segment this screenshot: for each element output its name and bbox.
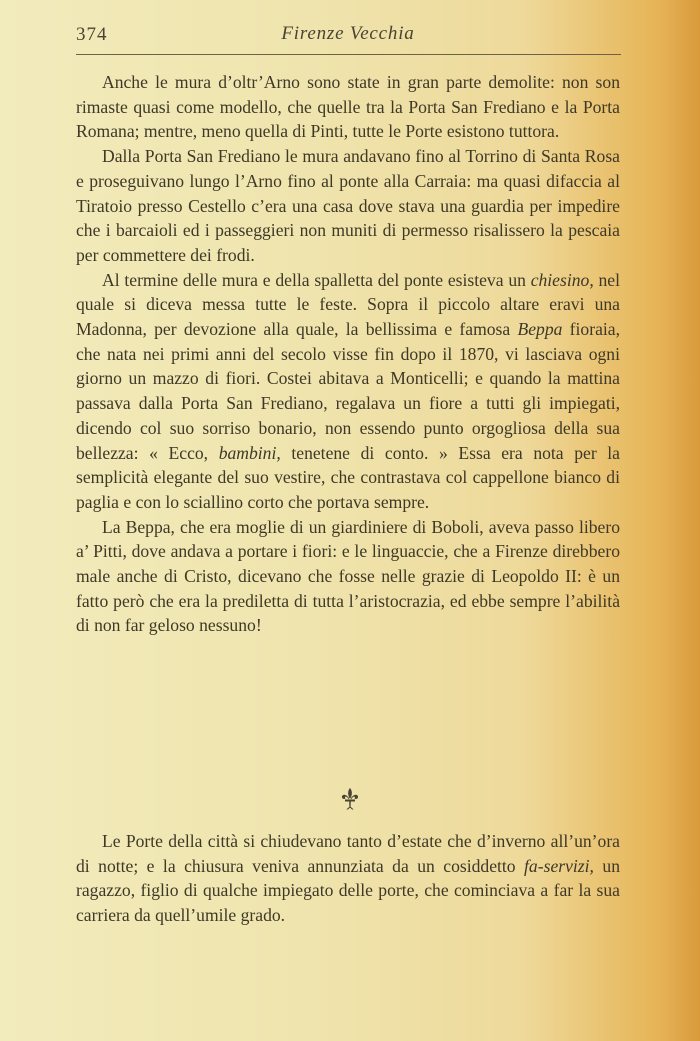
text-run: un ragazzo, figlio di qualche impiegato delle porte, che cominciava a far la sua carriera da quell’umile grado. (76, 855, 620, 926)
italic-text: bambini, (218, 442, 281, 463)
text-section-2 (76, 829, 620, 928)
text-section-1 (76, 70, 620, 638)
fleur-de-lis-icon (330, 785, 370, 813)
running-title: Firenze Vecchia (281, 23, 415, 44)
paragraph (76, 70, 620, 144)
italic-text: Beppa (517, 319, 563, 340)
paragraph (76, 144, 620, 268)
text-run: tenetene di conto. » Essa era nota per la semplicità elegante del suo vestire, che contrastava col cappellone bianco di paglia e con lo sciallino corto che portava sempre. (76, 442, 620, 512)
text-run: Al termine delle mura e della spalletta del ponte esisteva un (102, 269, 531, 290)
text-run: La Beppa, che era moglie di un giardiniere di Boboli, aveva passo libero a’ Pitti, dove andava a portare i fiori: e le linguaccie, che a Firenze direbbero male anche di Cristo, dicevano che fosse nelle grazie di Leopoldo II: è un fatto però che era la prediletta di tutta l’aristocrazia, ed ebbe sempre l’abilità di non far geloso nessuno! (76, 516, 620, 636)
text-run: nel quale si diceva messa tutte le feste. Sopra il piccolo altare eravi una Madonna, per devozione alla quale, la bellissima e famosa (76, 269, 620, 340)
text-run: Anche le mura d’oltr’Arno sono state in gran parte demolite: non son rimaste quasi come modello, che quelle tra la Porta San Frediano e la Porta Romana; mentre, meno quella di Pinti, tutte le Porte esistono tuttora. (76, 72, 620, 142)
header-rule (76, 54, 621, 55)
text-run: Le Porte della città si chiudevano tanto d’estate che d’inverno all’un’ora di notte; e la chiusura veniva annunziata da un cosiddetto (76, 831, 620, 876)
italic-text: fa-servizi, (524, 855, 594, 876)
italic-text: chiesino, (530, 269, 594, 290)
page-number: 374 (76, 24, 108, 45)
text-run: fioraia, che nata nei primi anni del secolo visse fin dopo il 1870, vi lasciava ogni giorno un mazzo di fiori. Costei abitava a Monticelli; e quando la mattina passava dalla Porta San Frediano, regalava un fiore a tutti gli impiegati, dicendo col suo sorriso bonario, non essendo punto orgogliosa della sua bellezza: « Ecco, (76, 319, 620, 463)
page-header (76, 24, 620, 52)
paragraph (76, 268, 620, 515)
paragraph (76, 515, 620, 639)
text-run: Dalla Porta San Frediano le mura andavano fino al Torrino di Santa Rosa e proseguivano lungo l’Arno fino al ponte alla Carraia: ma quasi difaccia al Tiratoio presso Cestello c’era una casa dove stava una guardia per impedire che i barcaioli ed i passeggieri non muniti di permesso risalissero la pescaia per commettere dei frodi. (76, 146, 620, 265)
paragraph (76, 829, 620, 928)
